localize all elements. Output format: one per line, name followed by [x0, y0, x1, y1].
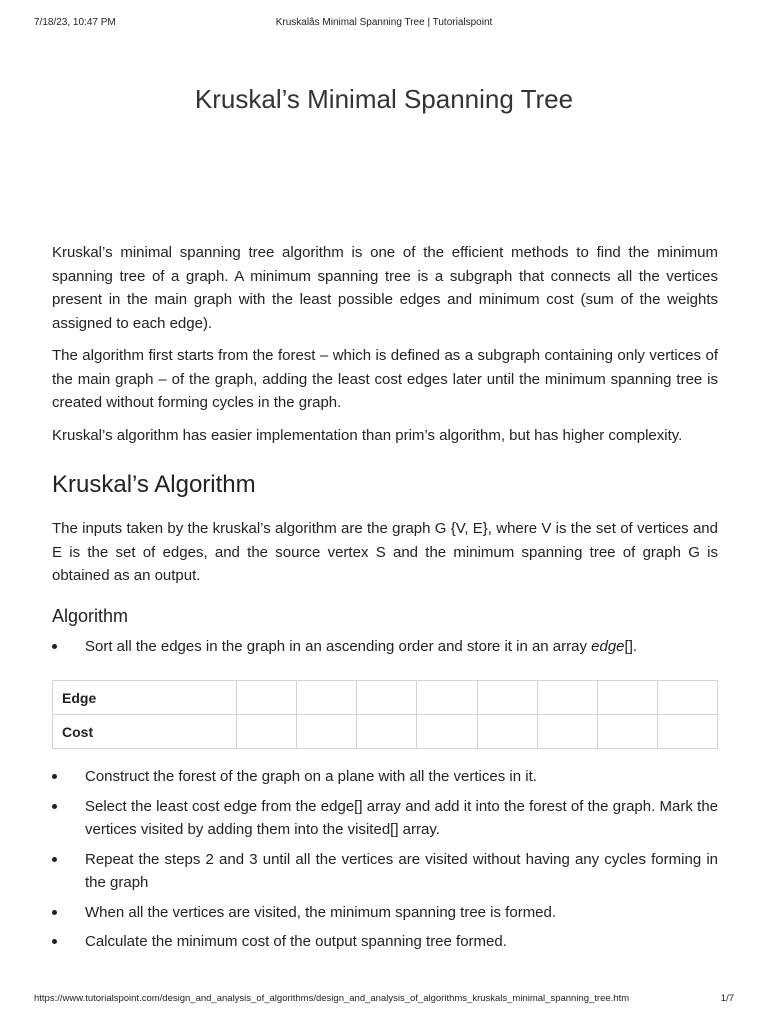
step1-text-end: []. — [624, 637, 638, 655]
step-text: Select the least cost edge from the edge[] array and add it into the forest of the graph. Mark the vertices visited by adding them into the visited[] array. — [85, 797, 718, 838]
print-datetime: 7/18/23, 10:47 PM — [34, 17, 116, 28]
edge-cost-table — [52, 680, 718, 749]
step-text: Repeat the steps 2 and 3 until all the vertices are visited without having any cycles forming in the graph — [85, 850, 718, 891]
table-cell — [597, 715, 657, 749]
algorithm-step — [52, 930, 718, 954]
step-text: When all the vertices are visited, the minimum spanning tree is formed. — [85, 903, 557, 921]
table-cell — [237, 715, 297, 749]
algorithm-step — [52, 795, 718, 842]
table-cell — [477, 681, 537, 715]
algorithm-step-list-1 — [52, 635, 718, 659]
table-row-header-cost: Cost — [53, 715, 237, 749]
bullet-icon — [52, 804, 57, 809]
algorithm-step — [52, 635, 718, 659]
bullet-icon — [52, 910, 57, 915]
table-cell — [297, 681, 357, 715]
algorithm-step — [52, 848, 718, 895]
bullet-icon — [52, 644, 57, 649]
step-text: Construct the forest of the graph on a plane with all the vertices in it. — [85, 768, 537, 785]
print-url[interactable]: https://www.tutorialspoint.com/design_and_analysis_of_algorithms/design_and_analysis_of_algorithms_kruskals_minimal_spanning_tree.htm — [34, 993, 630, 1004]
algorithm-step — [52, 901, 718, 925]
table-row-header-edge: Edge — [53, 681, 237, 715]
intro-paragraph-1: Kruskal’s minimal spanning tree algorithm is one of the efficient methods to find the minimum spanning tree of a graph. A minimum spanning tree is a subgraph that connects all the vertices present in the main graph with the least possible edges and minimum cost (sum of the weights assigned to each edge). — [52, 244, 718, 332]
algorithm-heading: Algorithm — [52, 605, 129, 626]
page-number: 1/7 — [720, 993, 734, 1004]
bullet-icon — [52, 939, 57, 944]
table-cell — [237, 681, 297, 715]
print-header — [34, 17, 734, 31]
table-cell — [537, 681, 597, 715]
section-paragraph: The inputs taken by the kruskal’s algorithm are the graph G {V, E}, where V is the set of vertices and E is the set of edges, and the source vertex S and the minimum spanning tree of graph G is obtained as an output. — [52, 520, 718, 584]
step1-emphasis: edge — [591, 637, 625, 655]
step-text: Calculate the minimum cost of the output spanning tree formed. — [85, 933, 507, 950]
table-cell — [477, 715, 537, 749]
table-cell — [357, 715, 417, 749]
bullet-icon — [52, 774, 57, 779]
table-cell — [417, 715, 477, 749]
bullet-icon — [52, 857, 57, 862]
table-cell — [537, 715, 597, 749]
algorithm-step — [52, 765, 718, 789]
table-cell — [417, 681, 477, 715]
table-row — [53, 681, 718, 715]
section-heading: Kruskal’s Algorithm — [52, 471, 256, 498]
table-cell — [657, 681, 717, 715]
article-content — [52, 241, 718, 960]
table-row — [53, 715, 718, 749]
algorithm-step-list-2 — [52, 765, 718, 954]
intro-paragraph-3: Kruskal’s algorithm has easier implementation than prim’s algorithm, but has higher complexity. — [52, 426, 683, 444]
page-title: Kruskal’s Minimal Spanning Tree — [194, 84, 574, 114]
table-cell — [297, 715, 357, 749]
table-cell — [597, 681, 657, 715]
step1-text: Sort all the edges in the graph in an ascending order and store it in an array — [85, 637, 592, 655]
intro-paragraph-2: The algorithm first starts from the forest – which is defined as a subgraph containing only vertices of the main graph – of the graph, adding the least cost edges later until the minimum spanning tree is created without forming cycles in the graph. — [52, 347, 718, 411]
table-cell — [657, 715, 717, 749]
table-cell — [357, 681, 417, 715]
print-tab-title: Kruskalâs Minimal Spanning Tree | Tutorialspoint — [275, 17, 493, 28]
